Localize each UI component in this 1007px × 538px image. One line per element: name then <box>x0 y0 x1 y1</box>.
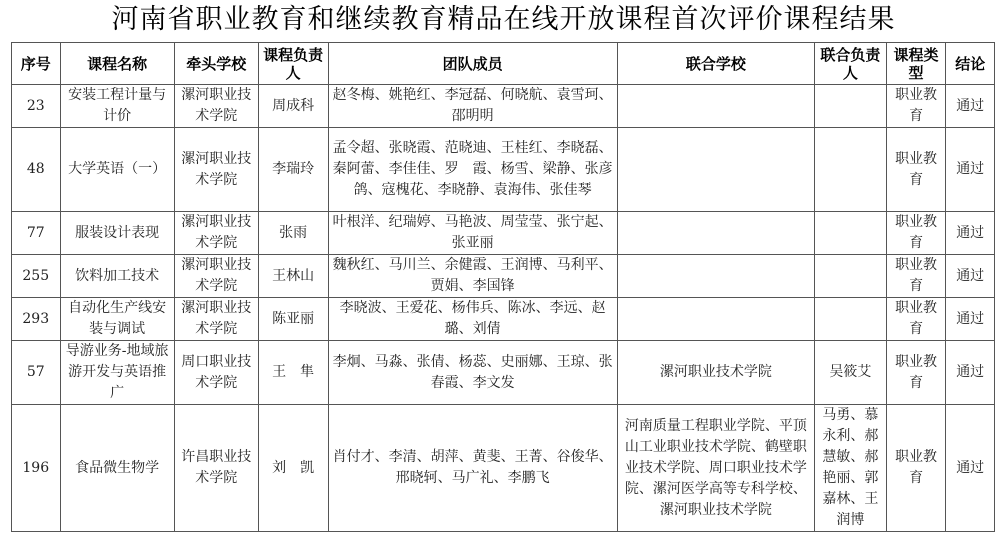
cell-lead-person: 张雨 <box>258 212 328 255</box>
cell-type: 职业教育 <box>886 212 946 255</box>
cell-type: 职业教育 <box>886 341 946 405</box>
cell-coop-person <box>814 212 886 255</box>
cell-type: 职业教育 <box>886 128 946 212</box>
cell-course-name: 大学英语（一） <box>60 128 174 212</box>
cell-coop-school <box>617 255 814 298</box>
table-row <box>12 341 995 405</box>
cell-team: 孟令超、张晓霞、范晓迪、王桂红、李晓磊、秦阿蕾、李佳佳、罗 霞、杨雪、梁静、张彦鸽、寇槐花、李晓静、袁海伟、张佳琴 <box>328 128 617 212</box>
cell-coop-school <box>617 212 814 255</box>
cell-type: 职业教育 <box>886 405 946 532</box>
header-lead-school: 牵头学校 <box>174 43 258 85</box>
header-team: 团队成员 <box>328 43 617 85</box>
cell-lead-school: 漯河职业技术学院 <box>174 128 258 212</box>
cell-result: 通过 <box>946 255 995 298</box>
cell-coop-person <box>814 128 886 212</box>
header-row <box>12 43 995 85</box>
cell-lead-school: 许昌职业技术学院 <box>174 405 258 532</box>
cell-type: 职业教育 <box>886 85 946 128</box>
cell-lead-person: 王 隼 <box>258 341 328 405</box>
cell-coop-school: 河南质量工程职业学院、平顶山工业职业技术学院、鹤壁职业技术学院、周口职业技术学院、漯河医学高等专科学校、漯河职业技术学院 <box>617 405 814 532</box>
header-id: 序号 <box>12 43 61 85</box>
cell-id: 48 <box>12 128 61 212</box>
cell-type: 职业教育 <box>886 255 946 298</box>
table-row <box>12 212 995 255</box>
header-lead-person: 课程负责人 <box>258 43 328 85</box>
cell-team: 李炯、马淼、张倩、杨蕊、史丽娜、王琼、张春霞、李文发 <box>328 341 617 405</box>
cell-coop-person <box>814 85 886 128</box>
table-row <box>12 255 995 298</box>
cell-team: 肖付才、李清、胡萍、黄斐、王菁、谷俊华、邢晓轲、马广礼、李鹏飞 <box>328 405 617 532</box>
cell-course-name: 导游业务-地域旅游开发与英语推广 <box>60 341 174 405</box>
cell-team: 叶根洋、纪瑞婷、马艳波、周莹莹、张宁起、张亚丽 <box>328 212 617 255</box>
cell-lead-school: 漯河职业技术学院 <box>174 212 258 255</box>
cell-type: 职业教育 <box>886 298 946 341</box>
cell-result: 通过 <box>946 212 995 255</box>
cell-result: 通过 <box>946 405 995 532</box>
cell-coop-school: 漯河职业技术学院 <box>617 341 814 405</box>
cell-lead-school: 漯河职业技术学院 <box>174 255 258 298</box>
cell-course-name: 服装设计表现 <box>60 212 174 255</box>
header-coop-person: 联合负责人 <box>814 43 886 85</box>
header-coop-school: 联合学校 <box>617 43 814 85</box>
cell-coop-person <box>814 255 886 298</box>
cell-result: 通过 <box>946 128 995 212</box>
cell-id: 255 <box>12 255 61 298</box>
cell-lead-person: 周成科 <box>258 85 328 128</box>
cell-id: 293 <box>12 298 61 341</box>
header-result: 结论 <box>946 43 995 85</box>
cell-lead-person: 刘 凯 <box>258 405 328 532</box>
table-row <box>12 298 995 341</box>
cell-course-name: 饮料加工技术 <box>60 255 174 298</box>
cell-lead-person: 李瑞玲 <box>258 128 328 212</box>
cell-coop-school <box>617 85 814 128</box>
cell-result: 通过 <box>946 298 995 341</box>
cell-lead-person: 陈亚丽 <box>258 298 328 341</box>
table-row <box>12 85 995 128</box>
table-row <box>12 128 995 212</box>
cell-lead-school: 周口职业技术学院 <box>174 341 258 405</box>
header-course-name: 课程名称 <box>60 43 174 85</box>
cell-result: 通过 <box>946 341 995 405</box>
cell-result: 通过 <box>946 85 995 128</box>
cell-lead-school: 漯河职业技术学院 <box>174 298 258 341</box>
cell-team: 赵冬梅、姚艳红、李冠磊、何晓航、袁雪珂、邵明明 <box>328 85 617 128</box>
header-type: 课程类型 <box>886 43 946 85</box>
cell-coop-person <box>814 298 886 341</box>
cell-course-name: 安装工程计量与计价 <box>60 85 174 128</box>
page-title: 河南省职业教育和继续教育精品在线开放课程首次评价课程结果 <box>111 4 896 35</box>
cell-id: 57 <box>12 341 61 405</box>
cell-coop-person: 马勇、慕永利、郝慧敏、郝艳丽、郭嘉林、王润博 <box>814 405 886 532</box>
cell-coop-school <box>617 298 814 341</box>
cell-id: 196 <box>12 405 61 532</box>
cell-id: 23 <box>12 85 61 128</box>
table-row <box>12 405 995 532</box>
cell-coop-school <box>617 128 814 212</box>
cell-team: 魏秋红、马川兰、余健霞、王润博、马利平、贾娟、李国锋 <box>328 255 617 298</box>
cell-id: 77 <box>12 212 61 255</box>
cell-lead-person: 王林山 <box>258 255 328 298</box>
cell-team: 李晓波、王爱花、杨伟兵、陈冰、李远、赵璐、刘倩 <box>328 298 617 341</box>
results-table <box>11 42 995 532</box>
cell-course-name: 自动化生产线安装与调试 <box>60 298 174 341</box>
cell-coop-person: 吴筱艾 <box>814 341 886 405</box>
cell-lead-school: 漯河职业技术学院 <box>174 85 258 128</box>
cell-course-name: 食品微生物学 <box>60 405 174 532</box>
